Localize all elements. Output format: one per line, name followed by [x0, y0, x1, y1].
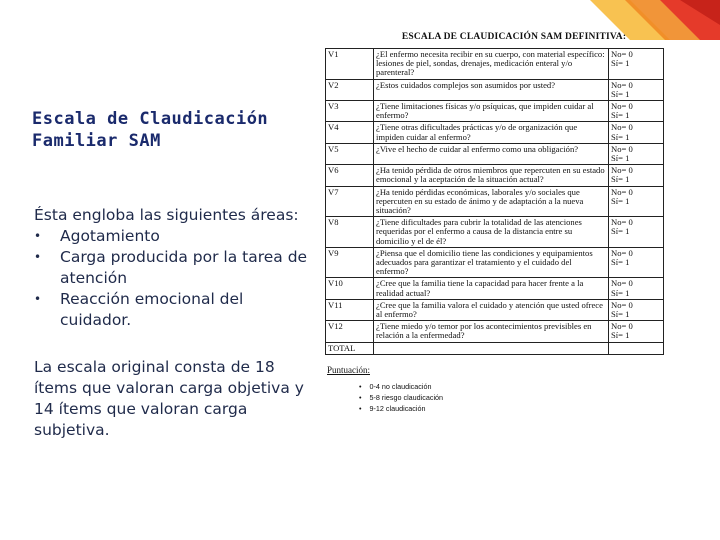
- scale-table: [325, 48, 664, 355]
- item-scores: [609, 122, 664, 143]
- item-scores: [609, 186, 664, 217]
- score-option: Sí= 1: [611, 174, 630, 185]
- slide-title: Escala de Claudicación Familiar SAM: [32, 109, 269, 151]
- scale-document: [325, 30, 663, 414]
- score-option: No= 0: [611, 143, 633, 154]
- total-value-cell: [609, 342, 664, 354]
- score-option: No= 0: [611, 165, 633, 176]
- item-scores: [609, 143, 664, 164]
- score-option: No= 0: [611, 278, 633, 289]
- item-scores: [609, 165, 664, 186]
- scale-row: [326, 247, 664, 278]
- area-item: • Carga producida por la tarea de atención: [34, 248, 308, 287]
- score-option: Sí= 1: [611, 257, 630, 268]
- item-id: V12: [326, 321, 374, 342]
- scale-row: [326, 217, 664, 248]
- scale-row: [326, 101, 664, 122]
- item-id: V11: [326, 299, 374, 320]
- scoring-item: • 9-12 claudicación: [371, 403, 663, 414]
- score-option: No= 0: [611, 217, 633, 228]
- item-question: ¿Ha tenido pérdida de otros miembros que repercuten en su estado emocional y la aceptación de la situación actual?: [374, 165, 609, 186]
- item-id: V9: [326, 247, 374, 278]
- score-option: Sí= 1: [611, 309, 630, 320]
- item-question: ¿Cree que la familia valora el cuidado y atención que usted ofrece al enfermo?: [374, 299, 609, 320]
- item-scores: [609, 79, 664, 100]
- document-title: ESCALA DE CLAUDICACIÓN SAM DEFINITIVA:: [401, 32, 627, 42]
- scale-row: [326, 299, 664, 320]
- area-item: • Agotamiento: [34, 227, 160, 245]
- score-option: No= 0: [611, 299, 633, 310]
- score-option: Sí= 1: [611, 131, 630, 142]
- item-id: V6: [326, 165, 374, 186]
- intro-text: Ésta engloba las siguientes áreas:: [34, 206, 299, 224]
- item-scores: [609, 217, 664, 248]
- score-option: Sí= 1: [611, 287, 630, 298]
- scale-row: [326, 321, 664, 342]
- total-label: TOTAL: [326, 342, 374, 354]
- scoring-item: • 5-8 riesgo claudicación: [371, 392, 663, 403]
- total-empty-cell: [374, 342, 609, 354]
- score-option: Sí= 1: [611, 153, 630, 164]
- item-question: ¿Tiene miedo y/o temor por los acontecimientos previsibles en relación a la enfermedad?: [374, 321, 609, 342]
- scoring-item: • 0-4 no claudicación: [371, 381, 663, 392]
- item-scores: [609, 299, 664, 320]
- scale-row: [326, 165, 664, 186]
- item-question: ¿Tiene otras dificultades prácticas y/o de organización que impiden cuidar al enfermo?: [374, 122, 609, 143]
- scoring-section: [325, 365, 663, 414]
- scoring-heading: Puntuación:: [327, 364, 370, 375]
- score-option: Sí= 1: [611, 110, 630, 121]
- item-question: ¿Cree que la familia tiene la capacidad para hacer frente a la realidad actual?: [374, 278, 609, 299]
- item-id: V5: [326, 143, 374, 164]
- item-question: ¿Estos cuidados complejos son asumidos por usted?: [374, 79, 609, 100]
- item-id: V4: [326, 122, 374, 143]
- item-id: V10: [326, 278, 374, 299]
- score-option: Sí= 1: [611, 195, 630, 206]
- item-question: ¿Ha tenido pérdidas económicas, laborales y/o sociales que repercuten en su estado de ánimo y de adaptación a la nueva situación?: [374, 186, 609, 217]
- scoring-list: [325, 381, 663, 414]
- item-scores: [609, 247, 664, 278]
- item-question: ¿Tiene dificultades para cubrir la totalidad de las atenciones requeridas por el enfermo a causa de la distancia entre su domicilio y el de él?: [374, 217, 609, 248]
- item-id: V3: [326, 101, 374, 122]
- scale-row: [326, 49, 664, 80]
- scale-row: [326, 79, 664, 100]
- score-option: Sí= 1: [611, 88, 630, 99]
- score-option: Sí= 1: [611, 58, 630, 69]
- item-scores: [609, 49, 664, 80]
- total-row: [326, 342, 664, 354]
- area-item: • Reacción emocional del cuidador.: [34, 290, 244, 329]
- scale-row: [326, 278, 664, 299]
- score-option: No= 0: [611, 247, 633, 258]
- item-id: V8: [326, 217, 374, 248]
- score-option: No= 0: [611, 101, 633, 112]
- scale-row: [326, 122, 664, 143]
- item-id: V7: [326, 186, 374, 217]
- slide-body: [34, 205, 309, 441]
- item-scores: [609, 101, 664, 122]
- scale-row: [326, 143, 664, 164]
- score-option: No= 0: [611, 186, 633, 197]
- score-option: Sí= 1: [611, 330, 630, 341]
- item-id: V2: [326, 79, 374, 100]
- item-question: ¿Piensa que el domicilio tiene las condiciones y equipamientos adecuados para garantizar el tratamiento y el cuidado del enfermo?: [374, 247, 609, 278]
- score-option: No= 0: [611, 49, 633, 59]
- score-option: No= 0: [611, 321, 633, 332]
- item-question: ¿El enfermo necesita recibir en su cuerpo, con material específico: lesiones de piel, sondas, drenajes, medicación enteral y/o parenteral?: [374, 49, 609, 80]
- scale-row: [326, 186, 664, 217]
- score-option: No= 0: [611, 79, 633, 90]
- item-scores: [609, 321, 664, 342]
- item-question: ¿Vive el hecho de cuidar al enfermo como una obligación?: [374, 143, 609, 164]
- score-option: Sí= 1: [611, 226, 630, 237]
- item-id: V1: [326, 49, 374, 80]
- item-question: ¿Tiene limitaciones físicas y/o psíquicas, que impiden cuidar al enfermo?: [374, 101, 609, 122]
- item-scores: [609, 278, 664, 299]
- closing-text: La escala original consta de 18 ítems que valoran carga objetiva y 14 ítems que valoran carga subjetiva.: [34, 358, 304, 439]
- score-option: No= 0: [611, 122, 633, 133]
